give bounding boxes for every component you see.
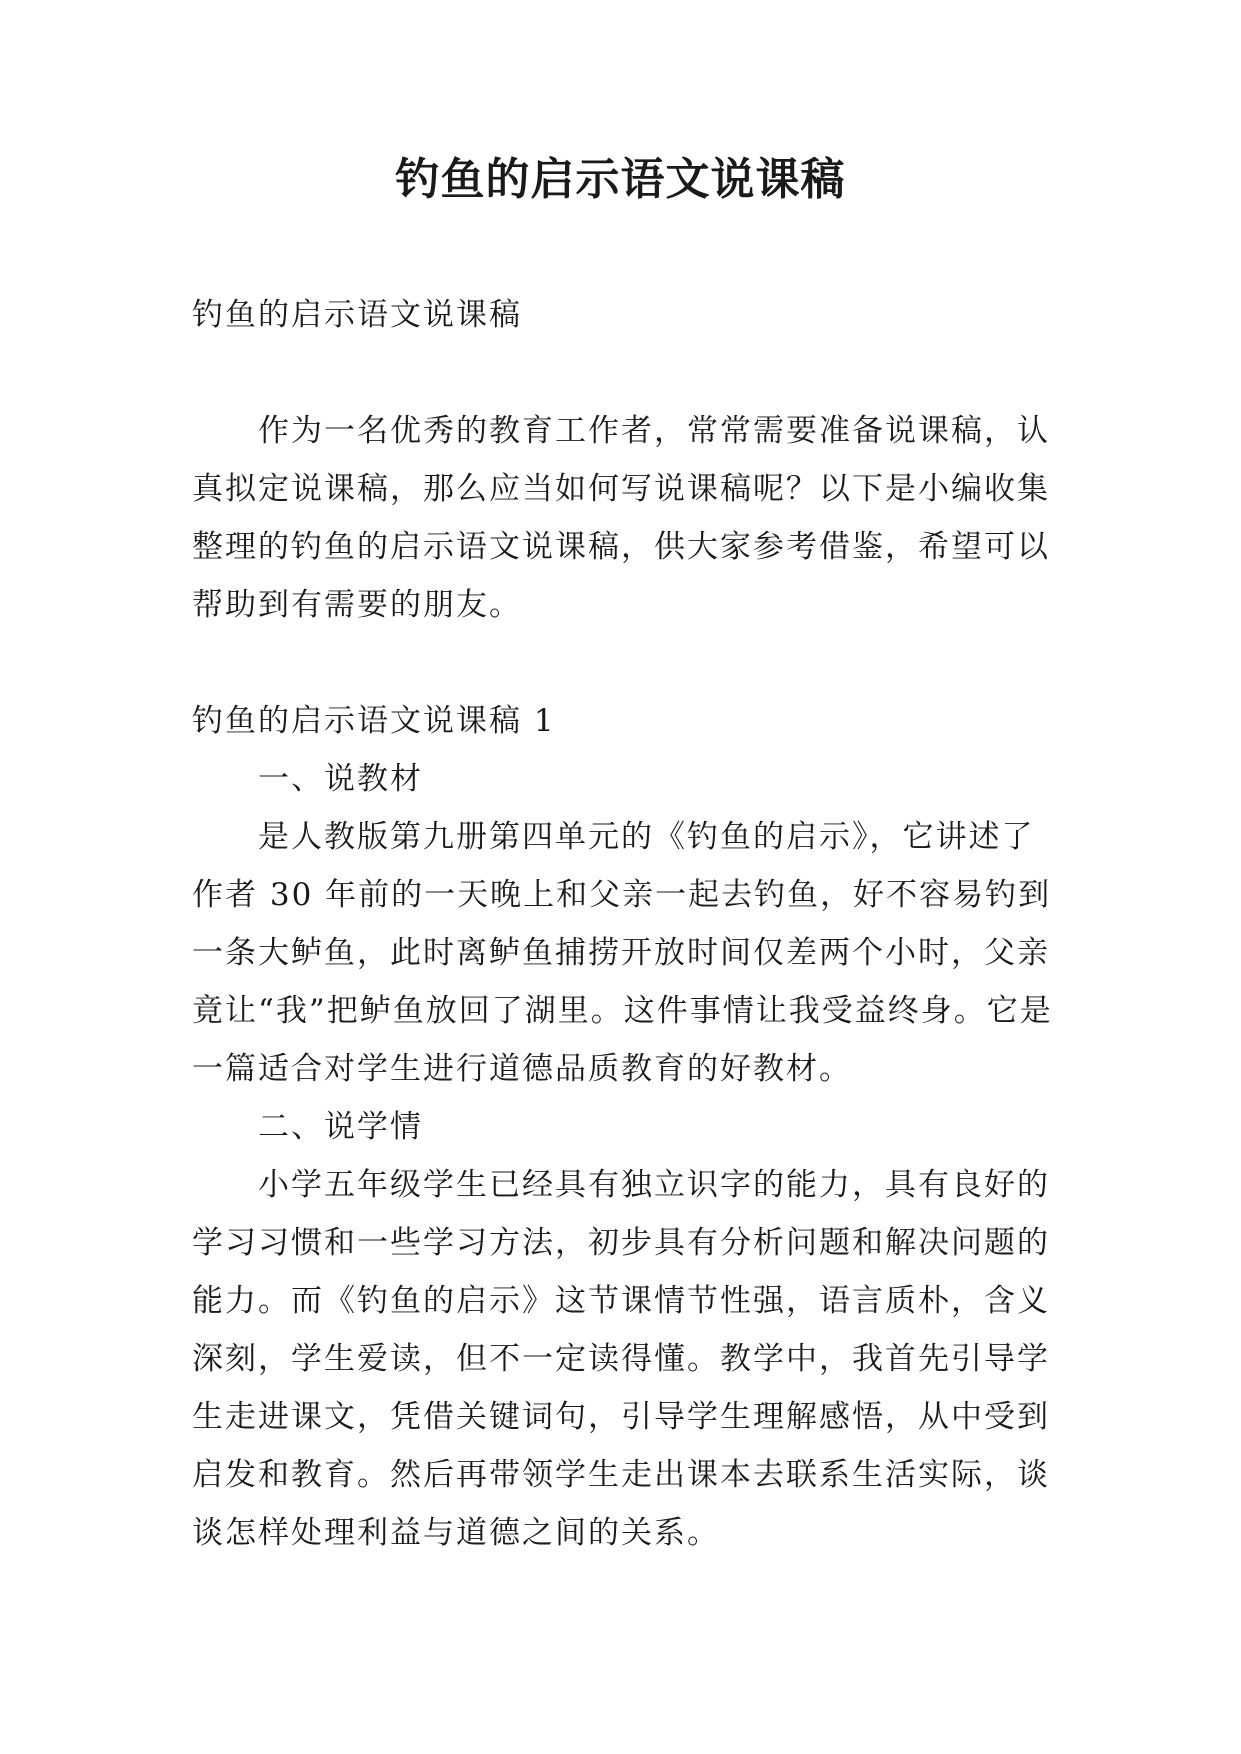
heading-student-situation: 二、说学情: [258, 1109, 423, 1145]
document-subtitle: 钓鱼的启示语文说课稿: [192, 297, 522, 333]
heading-teaching-material: 一、说教材: [258, 761, 423, 797]
document-title: 钓鱼的启示语文说课稿: [395, 154, 846, 205]
paragraph-teaching-material: 是人教版第九册第四单元的《钓鱼的启示》，它讲述了作者 30 年前的一天晚上和父亲一起去钓鱼，好不容易钓到一条大鲈鱼，此时离鲈鱼捕捞开放时间仅差两个小时，父亲竟让“我”把鲈鱼放回了湖里。这件事情让我受益终身。它是一篇适合对学生进行道德品质教育的好教材。: [192, 819, 1053, 1087]
section-title: 钓鱼的启示语文说课稿 1: [192, 703, 556, 739]
paragraph-student-situation: 小学五年级学生已经具有独立识字的能力，具有良好的学习习惯和一些学习方法，初步具有分析问题和解决问题的能力。而《钓鱼的启示》这节课情节性强，语言质朴，含义深刻，学生爱读，但不一定读得懂。教学中，我首先引导学生走进课文，凭借关键词句，引导学生理解感悟，从中受到启发和教育。然后再带领学生走出课本去联系生活实际，谈谈怎样处理利益与道德之间的关系。: [192, 1167, 1050, 1551]
intro-paragraph: 作为一名优秀的教育工作者，常常需要准备说课稿，认真拟定说课稿，那么应当如何写说课稿呢？以下是小编收集整理的钓鱼的启示语文说课稿，供大家参考借鉴，希望可以帮助到有需要的朋友。: [192, 413, 1050, 623]
